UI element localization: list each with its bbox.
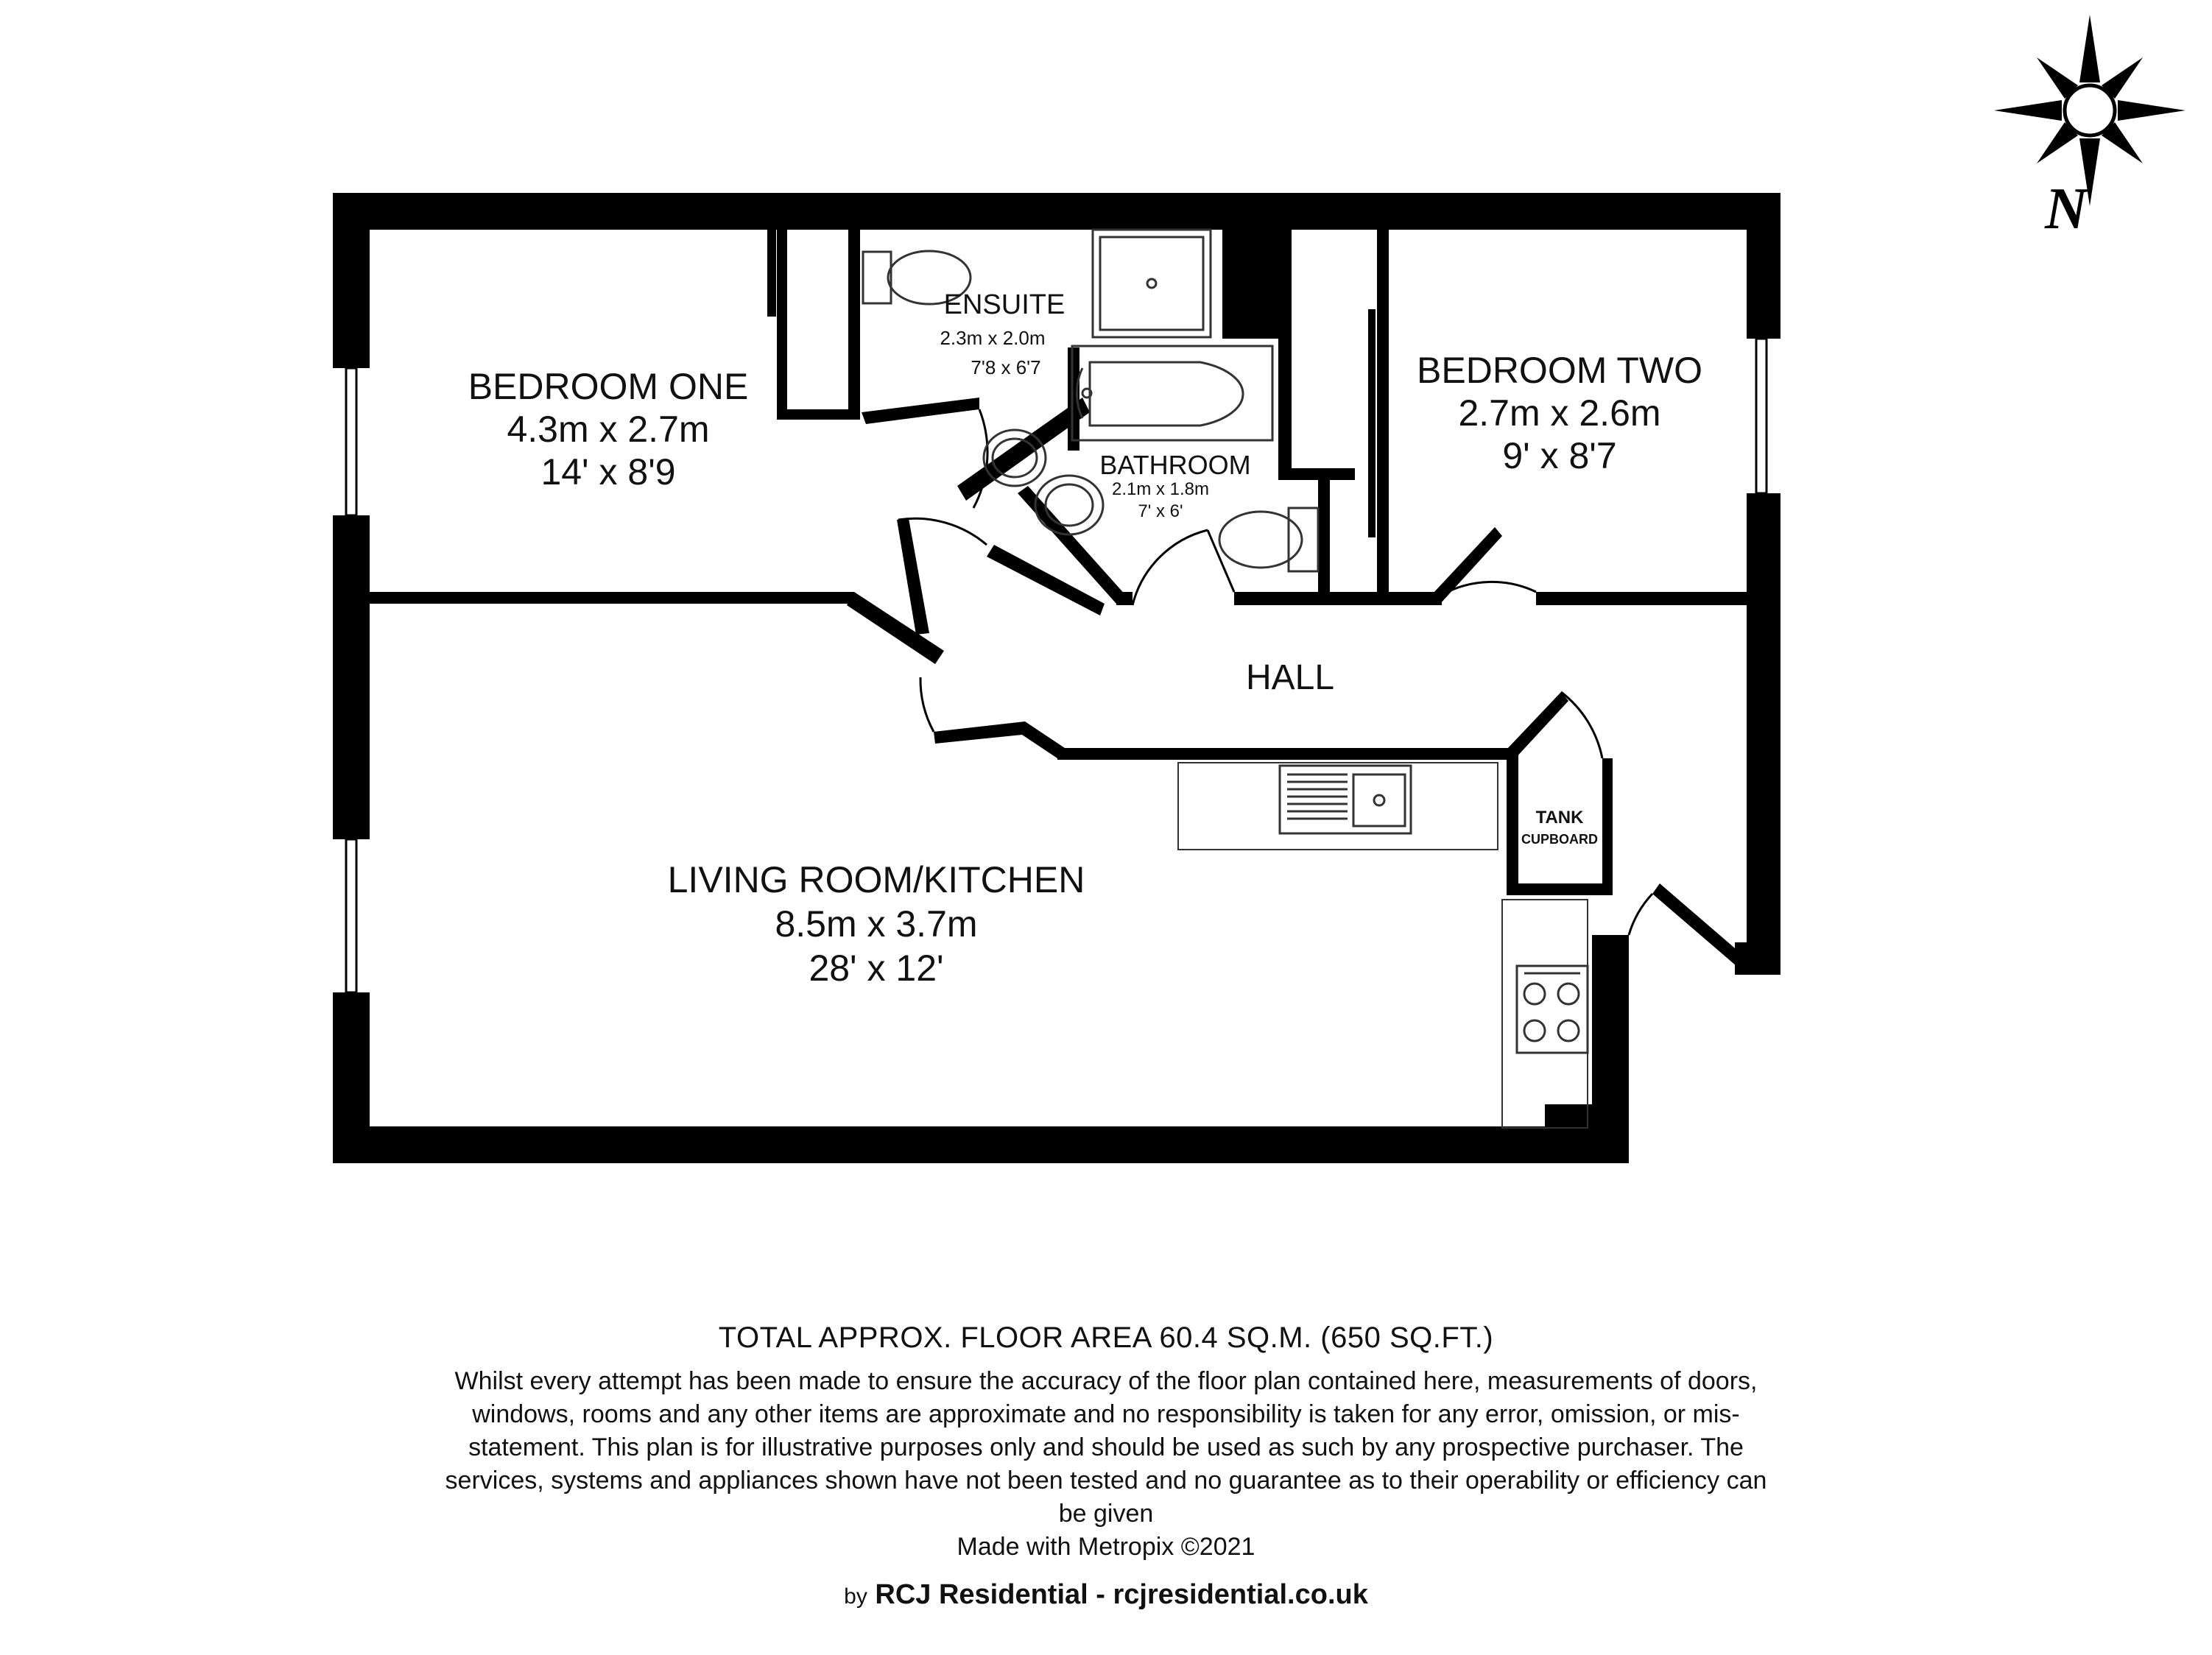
- footer: [0, 1321, 2212, 1611]
- ensuite-shower-icon: [1093, 230, 1211, 337]
- disclaimer-text: Whilst every attempt has been made to ensure the accuracy of the floor plan contained here, measurements of doors, windows, rooms and any other items are approximate and no responsibility is taken for any error, omission, or mis-statement. This plan is for illustrative purposes only and should be used as such by any prospective purchaser. The services, systems and appliances shown have not been tested and no guarantee as to their operability or efficiency can be given: [445, 1367, 1767, 1528]
- made-with-credit: Made with Metropix ©2021: [957, 1533, 1255, 1561]
- bathroom-name: BATHROOM: [1099, 450, 1251, 480]
- ensuite-metric: 2.3m x 2.0m: [940, 327, 1046, 349]
- living-kitchen-name: LIVING ROOM/KITCHEN: [667, 859, 1085, 900]
- kitchen-worktop: [1178, 763, 1588, 1128]
- hob-icon: [1517, 966, 1588, 1053]
- byline: [0, 1579, 2212, 1611]
- bathroom-basin-icon: [1035, 476, 1103, 534]
- bedroom-one-name: BEDROOM ONE: [468, 366, 749, 407]
- ensuite-imperial: 7'8 x 6'7: [971, 356, 1041, 378]
- bathroom-toilet-icon: [1219, 508, 1318, 571]
- byline-separator: -: [1088, 1579, 1113, 1610]
- kitchen-sink-icon: [1280, 766, 1411, 833]
- bedroom-one-metric: 4.3m x 2.7m: [507, 409, 710, 450]
- bathroom-imperial: 7' x 6': [1138, 501, 1183, 521]
- compass-north-label: N: [2045, 177, 2088, 241]
- bathroom-metric: 2.1m x 1.8m: [1111, 479, 1210, 499]
- byline-by: by: [844, 1584, 867, 1609]
- brand-name: RCJ Residential: [875, 1579, 1088, 1610]
- bath-icon: [1072, 346, 1272, 440]
- bedroom-two-name: BEDROOM TWO: [1417, 350, 1702, 391]
- living-kitchen-imperial: 28' x 12': [809, 948, 944, 989]
- living-kitchen-metric: 8.5m x 3.7m: [775, 903, 978, 945]
- compass-rose-icon: [1994, 15, 2185, 241]
- website-link[interactable]: rcjresidential.co.uk: [1113, 1579, 1368, 1610]
- bedroom-two-metric: 2.7m x 2.6m: [1458, 392, 1661, 434]
- hall-name: HALL: [1245, 658, 1335, 697]
- bedroom-two-imperial: 9' x 8'7: [1502, 435, 1617, 476]
- total-floor-area: TOTAL APPROX. FLOOR AREA 60.4 SQ.M. (650 SQ.FT.): [718, 1321, 1494, 1354]
- bedroom-one-imperial: 14' x 8'9: [540, 451, 676, 493]
- exterior-walls: [333, 193, 1780, 1163]
- tank-cupboard-name: TANK: [1535, 808, 1584, 828]
- interior-walls: [370, 230, 1747, 966]
- tank-cupboard-sub: CUPBOARD: [1521, 832, 1599, 847]
- ensuite-name: ENSUITE: [943, 289, 1066, 320]
